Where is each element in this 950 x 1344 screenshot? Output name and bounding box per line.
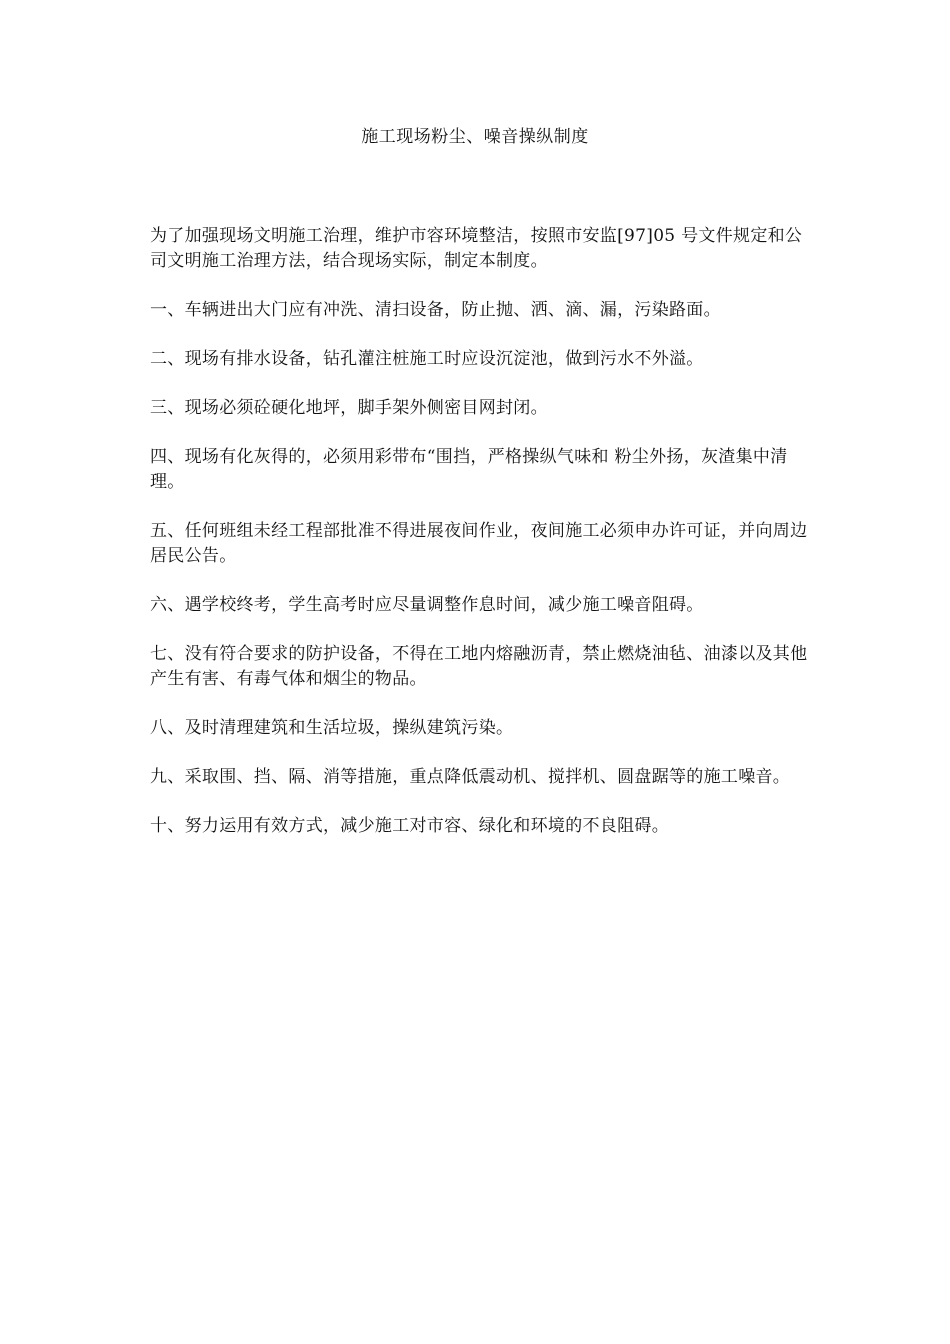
rule-item-10: 十、努力运用有效方式，减少施工对市容、绿化和环境的不良阻碍。 <box>150 816 669 836</box>
rule-item-3: 三、现场必须砼硬化地坪，脚手架外侧密目网封闭。 <box>150 398 548 418</box>
rule-item-7: 七、没有符合要求的防护设备，不得在工地内熔融沥青，禁止燃烧油毡、油漆以及其他产生有害、有毒气体和烟尘的物品。 <box>150 644 808 689</box>
rule-item-2: 二、现场有排水设备，钻孔灌注桩施工时应设沉淀池，做到污水不外溢。 <box>150 349 704 369</box>
document-title: 施工现场粉尘、噪音操纵制度 <box>361 127 589 147</box>
rule-item-1: 一、车辆进出大门应有冲洗、清扫设备，防止抛、洒、滴、漏，污染路面。 <box>150 300 721 320</box>
rule-item-8: 八、及时清理建筑和生活垃圾，操纵建筑污染。 <box>150 718 514 738</box>
rule-item-6: 六、遇学校终考，学生高考时应尽量调整作息时间，减少施工噪音阻碍。 <box>150 595 704 615</box>
intro-paragraph: 为了加强现场文明施工治理，维护市容环境整洁，按照市安监[97]05 号文件规定和公司文明施工治理方法，结合现场实际，制定本制度。 <box>150 226 803 271</box>
rule-item-4: 四、现场有化灰得的，必须用彩带布“围挡，严格操纵气味和 粉尘外扬，灰渣集中清理。 <box>150 447 788 492</box>
document-body <box>150 224 810 863</box>
rule-item-5: 五、任何班组未经工程部批准不得进展夜间作业，夜间施工必须申办许可证，并向周边居民公告。 <box>150 521 808 566</box>
rule-item-9: 九、采取围、挡、隔、消等措施，重点降低震动机、搅拌机、圆盘踞等的施工噪音。 <box>150 767 791 787</box>
